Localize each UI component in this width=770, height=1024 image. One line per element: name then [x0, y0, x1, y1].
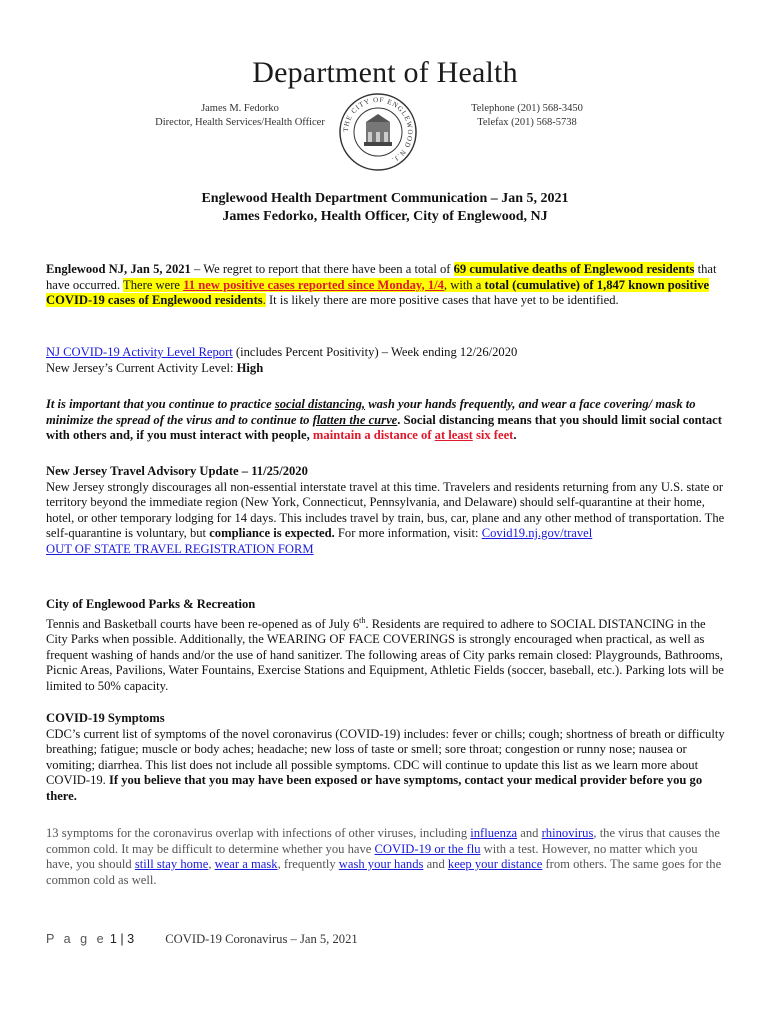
travel-info-link[interactable]: Covid19.nj.gov/travel [481, 526, 593, 540]
stay-home-link[interactable]: still stay home [134, 857, 209, 871]
wash-hands-link[interactable]: wash your hands [338, 857, 424, 871]
heading-line-1: Englewood Health Department Communication – Jan 5, 2021 [201, 191, 569, 206]
activity-report-link[interactable]: NJ COVID-19 Activity Level Report [46, 345, 233, 359]
travel-registration-link[interactable]: OUT OF STATE TRAVEL REGISTRATION FORM [46, 541, 314, 556]
letterhead-officer [140, 102, 340, 130]
heading-line-2: James Fedorko, Health Officer, City of Englewood, NJ [222, 209, 548, 224]
telefax: Telefax (201) 568-5738 [477, 117, 577, 128]
activity-section: NJ COVID-19 Activity Level Report (includes Percent Positivity) – Week ending 12/26/2020 New Jersey’s Current Activity Level: High [46, 345, 518, 375]
footer-doc-title: COVID-19 Coronavirus – Jan 5, 2021 [165, 932, 358, 946]
symptoms-section: COVID-19 Symptoms CDC’s current list of symptoms of the novel coronavirus (COVID-19) includes: fever or chills; cough; shortness of breath or difficulty breathing; fatigue; muscle or body aches; headache; new loss of taste or smell; sore throat; congestion or runny nose; nausea or vomiting; diarrhea. This list does not include all possible symptoms. CDC will continue to update this list as we learn more about COVID-19. If you believe that you may have been exposed or have symptoms, contact your medical provider before you go there. [46, 711, 725, 803]
parks-section: City of Englewood Parks & Recreation Tennis and Basketball courts have been re-opened as of July 6th. Residents are required to adhere to SOCIAL DISTANCING in the City Parks when possible. Additionally, the WEARING OF FACE COVERINGS is strongly encouraged when practical, as well as frequent washing of hands and/or the use of hand sanitizer. The following areas of City parks remain closed: Playgrounds, Bathrooms, Picnic Areas, Pavilions, Water Fountains, Exercise Stations and Equipment, Athletic Fields (soccer, baseball, etc.). Parking lots will be limited to 50% capacity. [46, 597, 724, 693]
officer-name: James M. Fedorko [201, 103, 279, 114]
travel-section: New Jersey Travel Advisory Update – 11/25/2020 New Jersey strongly discourages all non-essential interstate travel at this time. Travelers and residents returning from any U.S. state or territory beyond the immediate region (New York, Connecticut, Pennsylvania, and Delaware) should self-quarantine at their home, hotel, or other temporary lodging for 14 days. This includes travel by train, bus, car, plane and any other method of transportation. The self-quarantine is voluntary, but compliance is expected. For more information, visit: Covid19.nj.gov/travel OUT OF STATE TRAVEL REGISTRATION FORM [46, 464, 725, 556]
telephone: Telephone (201) 568-3450 [471, 103, 583, 114]
seal-text: THE CITY OF ENGLEWOOD N.J. [341, 95, 415, 165]
parks-title: City of Englewood Parks & Recreation [46, 597, 256, 611]
page-footer [46, 932, 358, 947]
symptoms-title: COVID-19 Symptoms [46, 711, 165, 725]
influenza-link[interactable]: influenza [470, 826, 518, 840]
city-seal-icon [338, 92, 418, 172]
activity-level: High [236, 360, 264, 375]
covid-or-flu-link[interactable]: COVID-19 or the flu [374, 841, 481, 856]
letterhead-title: Department of Health [252, 56, 518, 89]
letterhead-contact [452, 102, 602, 130]
officer-role: Director, Health Services/Health Officer [155, 117, 325, 128]
intro-paragraph: Englewood NJ, Jan 5, 2021 – We regret to report that there have been a total of 69 cumulative deaths of Englewood residents that have occurred. There were 11 new positive cases reported since Monday, 1/4, with a total (cumulative) of 1,847 known positive COVID-19 cases of Englewood residents. It is likely there are more positive cases that have yet to be identified. [46, 262, 717, 307]
deaths-highlight: 69 cumulative deaths of Englewood residents [453, 262, 695, 276]
keep-distance-link[interactable]: keep your distance [447, 857, 543, 871]
communication-heading [0, 190, 770, 226]
page-number: 1 | 3 [109, 932, 135, 946]
wear-mask-link[interactable]: wear a mask [214, 857, 278, 871]
page-label: P a g e [46, 932, 107, 946]
overlap-paragraph: 13 symptoms for the coronavirus overlap with infections of other viruses, including influenza and rhinovirus, the virus that causes the common cold. It may be difficult to determine whether you have COVID-19 or the flu with a test. However, no matter which you have, you should still stay home, wear a mask, frequently wash your hands and keep your distance from others. The same goes for the common cold as well. [46, 826, 722, 887]
distancing-paragraph: It is important that you continue to practice social distancing, wash your hands frequently, and wear a face covering/ mask to minimize the spread of the virus and to continue to flatten the curve. Social distancing means that you should limit social contact with others and, if you must interact with people, maintain a distance of at least six feet. [46, 397, 722, 442]
rhinovirus-link[interactable]: rhinovirus [541, 826, 594, 840]
travel-title: New Jersey Travel Advisory Update – 11/25/2020 [46, 464, 308, 478]
total-cases-highlight: total (cumulative) of 1,847 known positive COVID-19 cases of Englewood residents [46, 277, 710, 307]
new-cases-highlight: 11 new positive cases reported since Monday, 1/4 [183, 277, 444, 292]
